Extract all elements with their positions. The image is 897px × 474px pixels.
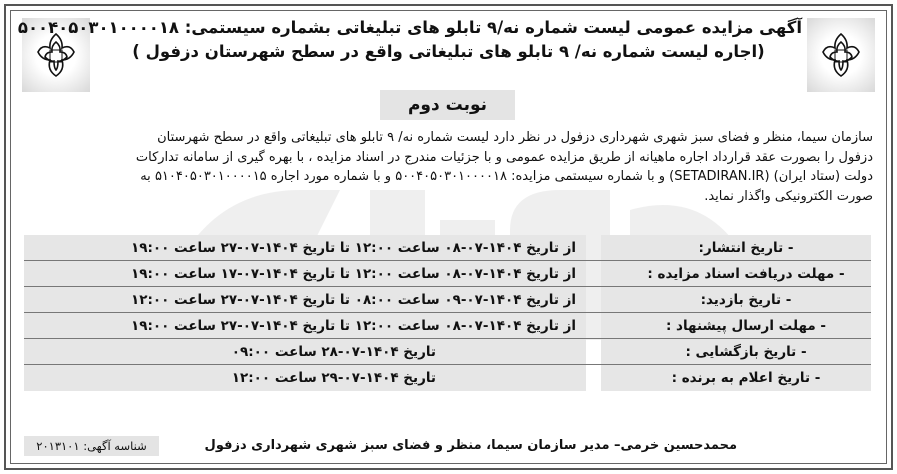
schedule-label: - مهلت ارسال پیشنهاد : [601,313,871,338]
schedule-label: - تاریخ بازدید: [601,287,871,312]
announcement-body [24,128,873,206]
notice-id-badge: شناسه آگهی: ۲۰۱۳۱۰۱ [24,436,159,456]
schedule-label: - تاریخ بازگشایی : [601,339,871,364]
schedule-label: - تاریخ اعلام به برنده : [601,365,871,391]
schedule-row-publication [24,235,871,261]
schedule-label: - مهلت دریافت اسناد مزایده : [601,261,871,286]
body-line: دزفول را بصورت عقد قرارداد اجاره ماهیانه از طریق مزایده عمومی و با جزئیات مندرج در اسناد مزایده ، با بهره گیری از سامانه تدارکات [135,149,873,165]
title-line-1: آگهی مزایده عمومی لیست شماره نه/۹ تابلو های تبلیغاتی بشماره سیستمی: ۵۰۰۴۰۵۰۳۰۱۰۰۰۰۱۸ [17,18,802,37]
title-line-2: (اجاره لیست شماره نه/ ۹ تابلو های تبلیغاتی واقع در سطح شهرستان دزفول ) [132,42,765,61]
signature: محمدحسین خرمی– مدیر سازمان سیما، منظر و فضای سبز شهری شهرداری دزفول [204,438,737,453]
schedule-value: از تاریخ ۱۴۰۴-۰۷-۰۸ ساعت ۱۲:۰۰ تا تاریخ ۱۴۰۴-۰۷-۲۷ ساعت ۱۹:۰۰ [24,313,586,338]
schedule-value: از تاریخ ۱۴۰۴-۰۷-۰۸ ساعت ۱۲:۰۰ تا تاریخ ۱۴۰۴-۰۷-۲۷ ساعت ۱۹:۰۰ [24,235,586,260]
schedule-table [24,235,871,391]
logo-right [807,18,875,92]
municipality-logo-icon [817,30,865,80]
schedule-value: تاریخ ۱۴۰۴-۰۷-۲۸ ساعت ۰۹:۰۰ [24,339,586,364]
schedule-label: - تاریخ انتشار: [601,235,871,260]
round-badge: نوبت دوم [380,90,515,120]
schedule-row-winner-announcement [24,365,871,391]
page-title [17,16,802,64]
body-line: دولت (ستاد ایران) (SETADIRAN.IR) و با شماره سیستمی مزایده: ۵۰۰۴۰۵۰۳۰۱۰۰۰۰۱۸ و با شماره مورد اجاره ۵۱۰۴۰۵۰۳۰۱۰۰۰۰۱۵ به [140,169,873,184]
schedule-row-bid-deadline [24,313,871,339]
schedule-row-documents-deadline [24,261,871,287]
schedule-value: از تاریخ ۱۴۰۴-۰۷-۰۸ ساعت ۱۲:۰۰ تا تاریخ ۱۴۰۴-۰۷-۱۷ ساعت ۱۹:۰۰ [24,261,586,286]
body-line: صورت الکترونیکی واگذار نماید. [704,188,873,204]
schedule-value: از تاریخ ۱۴۰۴-۰۷-۰۹ ساعت ۰۸:۰۰ تا تاریخ ۱۴۰۴-۰۷-۲۷ ساعت ۱۲:۰۰ [24,287,586,312]
body-line: سازمان سیما، منظر و فضای سبز شهری شهرداری دزفول در نظر دارد لیست شماره نه/ ۹ تابلو های تبلیغاتی واقع در سطح شهرستان [157,130,873,145]
schedule-value: تاریخ ۱۴۰۴-۰۷-۲۹ ساعت ۱۲:۰۰ [24,365,586,391]
schedule-row-opening [24,339,871,365]
schedule-row-visit [24,287,871,313]
